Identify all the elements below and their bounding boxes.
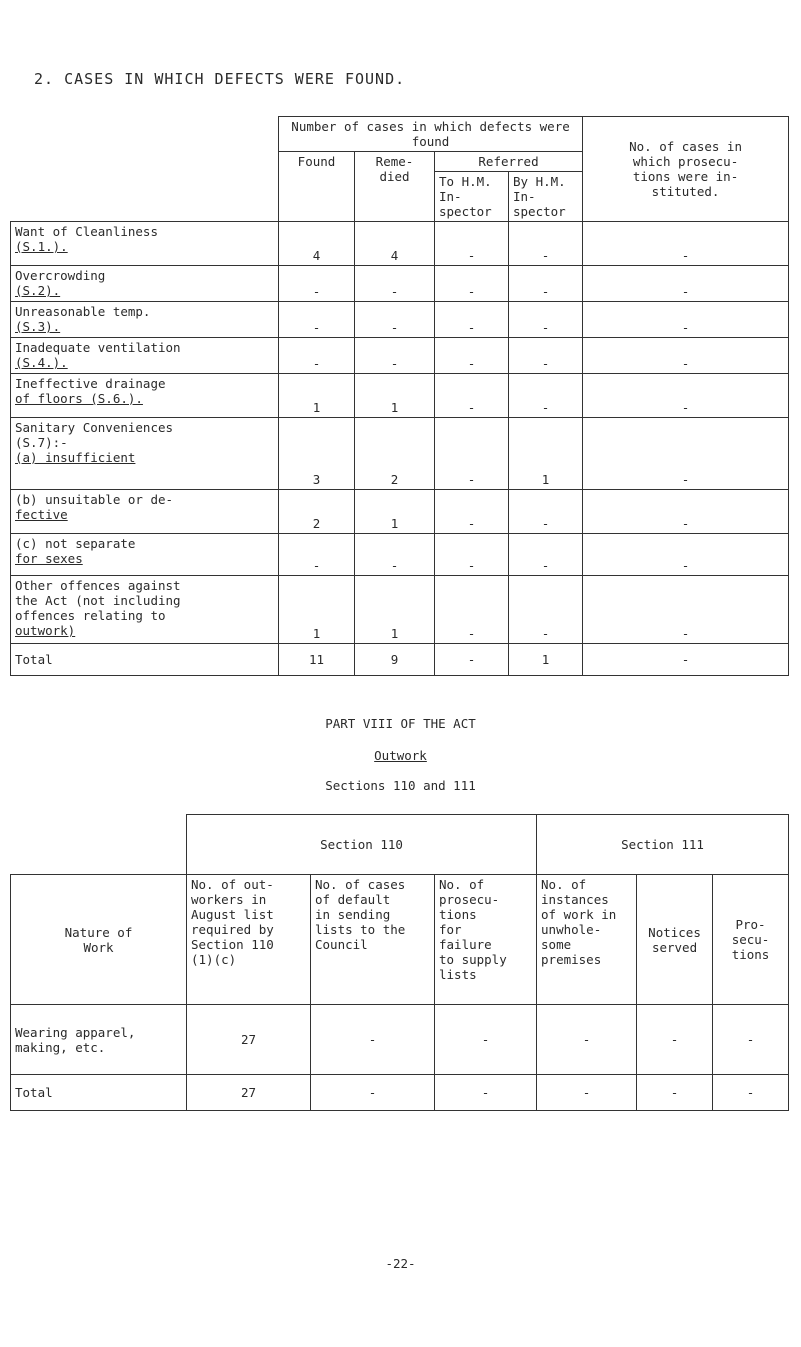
cell-remedied-text: - [390, 320, 399, 335]
row-label [11, 374, 279, 418]
cell-outworkers-text: 27 [240, 1032, 257, 1047]
total-outworkers-text: 27 [240, 1085, 257, 1100]
cell-to-text: - [467, 248, 476, 263]
part8-title: PART VIII OF THE ACT [325, 716, 476, 731]
cell-to [435, 266, 509, 302]
cell-default [311, 1005, 435, 1075]
cell-found-text: 3 [312, 472, 321, 487]
total-by [509, 644, 583, 676]
nature-header-text: Nature of Work [64, 924, 133, 955]
cell-pros-text: - [681, 558, 690, 573]
prosecutions-lists-header [435, 875, 537, 1005]
prosecutions-lists-header-text: No. of prosecu- tions for failure to supply lists [439, 877, 507, 982]
cell-pros-text: - [681, 320, 690, 335]
part8-sections: Sections 110 and 111 [325, 778, 476, 793]
total-label [11, 644, 279, 676]
cell-to [435, 576, 509, 644]
group-header [279, 117, 583, 152]
cell-pros [435, 1005, 537, 1075]
total-default-text: - [368, 1085, 377, 1100]
row-label [11, 490, 279, 534]
row-ref-text: (S.3). [15, 319, 61, 334]
total-instances [537, 1075, 637, 1111]
table-row [11, 302, 789, 338]
section-111-text: Section 111 [621, 837, 704, 852]
cell-remedied-text: - [390, 284, 399, 299]
row-label [11, 1005, 187, 1075]
cell-by-text: 1 [541, 472, 550, 487]
total-instances-text: - [582, 1085, 591, 1100]
cell-pros-text: - [681, 400, 690, 415]
cell-pros-text: - [681, 626, 690, 641]
found-header-text: Found [297, 154, 336, 169]
row-ref-text: outwork) [15, 623, 76, 638]
group-header-text: Number of cases in which defects were found [291, 119, 570, 149]
cell-to-text: - [467, 558, 476, 573]
row-ref-text: fective [15, 507, 68, 522]
cell-remedied-text: 4 [390, 248, 399, 263]
page-heading: 2. CASES IN WHICH DEFECTS WERE FOUND. [34, 70, 406, 88]
cell-by [509, 534, 583, 576]
cell-to-text: - [467, 516, 476, 531]
cell-by [509, 576, 583, 644]
total-pros-text: - [481, 1085, 490, 1100]
cell-pros [583, 302, 789, 338]
row-label-text: Wearing apparel, making, etc. [15, 1024, 136, 1055]
cell-pros2-text: - [746, 1032, 755, 1047]
cell-found-text: 1 [312, 400, 321, 415]
cell-remedied [355, 338, 435, 374]
cell-remedied [355, 418, 435, 490]
total-notices [637, 1075, 713, 1111]
cell-instances-text: - [582, 1032, 591, 1047]
cell-by [509, 418, 583, 490]
total-pros-text: - [681, 652, 690, 667]
row-label [11, 338, 279, 374]
total-pros2-text: - [746, 1085, 755, 1100]
cell-pros-text: - [681, 472, 690, 487]
cell-pros-text: - [681, 284, 690, 299]
row-label [11, 302, 279, 338]
by-hm-header [509, 172, 583, 222]
instances-header [537, 875, 637, 1005]
cell-remedied-text: - [390, 558, 399, 573]
cell-found [279, 576, 355, 644]
cell-remedied-text: 1 [390, 626, 399, 641]
cell-found-text: - [312, 356, 321, 371]
referred-header [435, 152, 583, 172]
by-hm-header-text: By H.M. In- spector [513, 174, 566, 219]
cell-remedied [355, 266, 435, 302]
cell-found [279, 338, 355, 374]
cell-by [509, 374, 583, 418]
pros2-header-text: Pro- secu- tions [731, 917, 770, 962]
cell-found-text: 4 [312, 248, 321, 263]
cell-found-text: - [312, 284, 321, 299]
row-label-text: Sanitary Conveniences (S.7):- [15, 420, 174, 450]
cell-found-text: 1 [312, 626, 321, 641]
total-default [311, 1075, 435, 1111]
cell-to [435, 338, 509, 374]
cell-remedied [355, 490, 435, 534]
row-label [11, 576, 279, 644]
row-ref-text: (S.2). [15, 283, 61, 298]
cell-remedied [355, 576, 435, 644]
cell-by-text: - [541, 558, 550, 573]
cell-by-text: - [541, 356, 550, 371]
total-remedied [355, 644, 435, 676]
cell-to [435, 374, 509, 418]
cell-found [279, 222, 355, 266]
cell-found-text: - [312, 320, 321, 335]
total-to [435, 644, 509, 676]
total-row [11, 1075, 789, 1111]
row-label-text: Ineffective drainage [15, 376, 166, 391]
cell-by-text: - [541, 626, 550, 641]
pros2-header [713, 875, 789, 1005]
total-pros2 [713, 1075, 789, 1111]
cell-pros-text: - [681, 516, 690, 531]
remedied-header-text: Reme- died [375, 154, 414, 184]
total-to-text: - [467, 652, 476, 667]
cell-found [279, 302, 355, 338]
cell-by [509, 302, 583, 338]
cell-found [279, 418, 355, 490]
cell-pros-text: - [681, 356, 690, 371]
to-hm-header [435, 172, 509, 222]
cell-by [509, 222, 583, 266]
cell-remedied [355, 374, 435, 418]
row-ref-text: (a) insufficient [15, 450, 136, 465]
page-number: -22- [385, 1256, 416, 1271]
default-header-text: No. of cases of default in sending lists to the Council [315, 877, 406, 952]
total-label-text: Total [15, 1085, 53, 1100]
total-label-text: Total [15, 652, 53, 667]
instances-header-text: No. of instances of work in unwhole- some premises [541, 877, 617, 967]
row-ref-text: of floors (S.6.). [15, 391, 143, 406]
found-header [279, 152, 355, 222]
corner-cell-2 [11, 815, 187, 875]
table-row [11, 1005, 789, 1075]
cell-found [279, 266, 355, 302]
cell-pros [583, 490, 789, 534]
outwork-table [10, 814, 789, 1111]
cell-to [435, 418, 509, 490]
section-111-header [537, 815, 789, 875]
cell-by [509, 266, 583, 302]
cell-default-text: - [368, 1032, 377, 1047]
cell-pros [583, 418, 789, 490]
prosecutions-header [583, 117, 789, 222]
cell-by-text: - [541, 284, 550, 299]
row-label [11, 418, 279, 490]
section-110-header [187, 815, 537, 875]
cell-to [435, 534, 509, 576]
cell-pros-text: - [481, 1032, 490, 1047]
row-label-text: Other offences against the Act (not including offences relating to [15, 578, 181, 623]
table-row [11, 338, 789, 374]
cell-by [509, 338, 583, 374]
row-label-text: Unreasonable temp. [15, 304, 151, 319]
cell-instances [537, 1005, 637, 1075]
cell-to-text: - [467, 400, 476, 415]
total-outworkers [187, 1075, 311, 1111]
cell-to-text: - [467, 472, 476, 487]
default-header [311, 875, 435, 1005]
to-hm-header-text: To H.M. In- spector [439, 174, 492, 219]
row-label-text: (b) unsuitable or de- [15, 492, 174, 507]
cell-found-text: - [312, 558, 321, 573]
total-pros [583, 644, 789, 676]
total-remedied-text: 9 [390, 652, 399, 667]
cell-to-text: - [467, 356, 476, 371]
table-row [11, 266, 789, 302]
total-row [11, 644, 789, 676]
total-found-text: 11 [308, 652, 325, 667]
cell-by-text: - [541, 516, 550, 531]
total-by-text: 1 [541, 652, 550, 667]
table-row [11, 576, 789, 644]
cell-pros [583, 374, 789, 418]
table-row [11, 490, 789, 534]
notices-header [637, 875, 713, 1005]
row-ref-text: (S.1.). [15, 239, 68, 254]
cell-remedied [355, 534, 435, 576]
row-label [11, 222, 279, 266]
outworkers-header-text: No. of out- workers in August list required by Section 110 (1)(c) [191, 877, 274, 967]
cell-to-text: - [467, 320, 476, 335]
cell-by-text: - [541, 320, 550, 335]
cell-notices [637, 1005, 713, 1075]
row-ref-text: (S.4.). [15, 355, 68, 370]
cell-pros [583, 576, 789, 644]
total-found [279, 644, 355, 676]
total-pros [435, 1075, 537, 1111]
row-label-text: (c) not separate [15, 536, 136, 551]
corner-cell [11, 117, 279, 222]
cell-pros [583, 534, 789, 576]
row-label [11, 266, 279, 302]
row-label-text: Want of Cleanliness [15, 224, 158, 239]
cell-pros [583, 338, 789, 374]
cell-to [435, 490, 509, 534]
table-row [11, 374, 789, 418]
row-label-text: Overcrowding [15, 268, 106, 283]
cell-remedied-text: - [390, 356, 399, 371]
cell-found-text: 2 [312, 516, 321, 531]
cell-by-text: - [541, 400, 550, 415]
cell-to [435, 302, 509, 338]
prosecutions-header-text: No. of cases in which prosecu- tions were in- stituted. [629, 139, 742, 199]
cell-remedied [355, 302, 435, 338]
cell-outworkers [187, 1005, 311, 1075]
part8-subtitle: Outwork [374, 748, 427, 763]
row-label [11, 534, 279, 576]
outworkers-header [187, 875, 311, 1005]
cell-remedied-text: 1 [390, 516, 399, 531]
cell-pros [583, 266, 789, 302]
cell-by [509, 490, 583, 534]
total-label [11, 1075, 187, 1111]
table-row [11, 222, 789, 266]
nature-header [11, 875, 187, 1005]
cell-pros2 [713, 1005, 789, 1075]
row-label-text: Inadequate ventilation [15, 340, 181, 355]
cell-found [279, 534, 355, 576]
cell-pros-text: - [681, 248, 690, 263]
cell-pros [583, 222, 789, 266]
cell-remedied-text: 1 [390, 400, 399, 415]
cell-by-text: - [541, 248, 550, 263]
total-notices-text: - [670, 1085, 679, 1100]
cell-remedied [355, 222, 435, 266]
cell-remedied-text: 2 [390, 472, 399, 487]
table-row [11, 418, 789, 490]
cell-found [279, 490, 355, 534]
cell-to-text: - [467, 284, 476, 299]
defects-table [10, 116, 789, 676]
notices-header-text: Notices served [648, 924, 701, 955]
cell-notices-text: - [670, 1032, 679, 1047]
referred-header-text: Referred [478, 154, 539, 169]
table-row [11, 534, 789, 576]
cell-to-text: - [467, 626, 476, 641]
cell-found [279, 374, 355, 418]
row-ref-text: for sexes [15, 551, 83, 566]
cell-to [435, 222, 509, 266]
remedied-header [355, 152, 435, 222]
section-110-text: Section 110 [320, 837, 403, 852]
